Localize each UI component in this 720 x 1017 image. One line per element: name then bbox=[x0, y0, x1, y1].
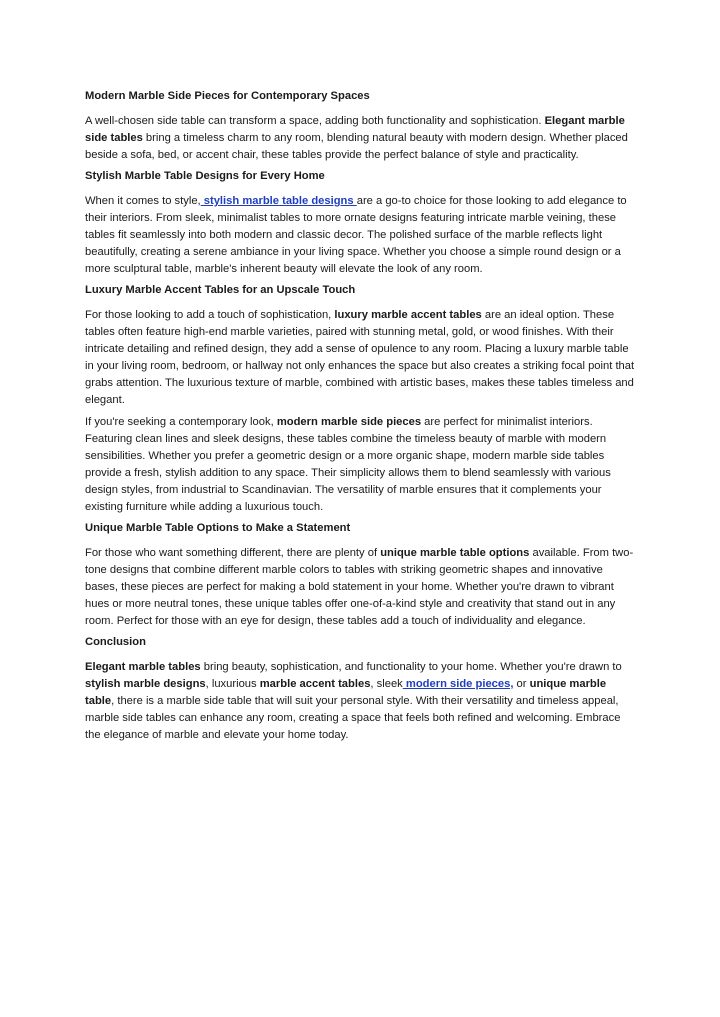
text-run: , luxurious bbox=[205, 678, 260, 690]
text-run: are an ideal option. These tables often feature high-end marble varieties, paired with stunning metal, gold, or wood finishes. With their intricate detailing and refined design, they add a sense of opulence to any room. Placing a luxury marble table in your living room, bedroom, or hallway not only enhances the space but also creates a striking focal point that grabs attention. The luxurious texture of marble, combined with artistic bases, makes these tables timeless and elegant. bbox=[85, 309, 635, 406]
bold-term: marble accent tables bbox=[259, 678, 371, 690]
text-run: For those who want something different, there are plenty of bbox=[85, 547, 381, 559]
bold-term: unique marble table options bbox=[380, 547, 530, 559]
bold-term: Elegant marble tables bbox=[85, 661, 201, 673]
text-run: For those looking to add a touch of sophistication, bbox=[85, 309, 335, 321]
text-run: , there is a marble side table that will suit your personal style. With their versatility and timeless appeal, marble side tables can enhance any room, creating a space that feels both refined and welcoming. Embrace the elegance of marble and elevate your home today. bbox=[85, 695, 621, 741]
paragraph-luxury-accent bbox=[85, 307, 637, 409]
text-run: When it comes to style, bbox=[85, 195, 201, 207]
section-heading-stylish-designs: Stylish Marble Table Designs for Every Home bbox=[85, 170, 325, 182]
text-run: or bbox=[513, 678, 530, 690]
link-stylish-marble-table-designs[interactable]: stylish marble table designs bbox=[200, 195, 357, 207]
document-body bbox=[85, 89, 637, 749]
bold-term: unique marble table bbox=[85, 678, 607, 707]
section-heading-modern-side-pieces: Modern Marble Side Pieces for Contemporary Spaces bbox=[85, 90, 370, 102]
paragraph-contemporary-look bbox=[85, 414, 637, 516]
paragraph-unique-options bbox=[85, 545, 637, 630]
link-modern-side-pieces[interactable]: modern side pieces, bbox=[402, 678, 514, 690]
text-run: available. From two-tone designs that combine different marble colors to tables with striking geometric shapes and innovative bases, these pieces are perfect for making a bold statement in your home. Whether you're drawn to vibrant hues or more neutral tones, these unique tables offer one-of-a-kind style and creativity that stand out in any room. Perfect for those with an eye for design, these tables add a touch of individuality and elegance. bbox=[85, 547, 634, 627]
bold-term: modern marble side pieces bbox=[276, 416, 422, 428]
paragraph-conclusion bbox=[85, 659, 637, 744]
paragraph-intro bbox=[85, 113, 637, 164]
text-run: bring a timeless charm to any room, blending natural beauty with modern design. Whether placed beside a sofa, bed, or accent chair, these tables provide the perfect balance of style and practicality. bbox=[85, 132, 628, 161]
text-run: are a go-to choice for those looking to add elegance to their interiors. From sleek, minimalist tables to more ornate designs featuring intricate marble veining, these tables fit seamlessly into both modern and classic decor. The polished surface of the marble reflects light beautifully, creating a serene ambiance in your living space. Whether you choose a simple round design or a more sculptural table, marble's inherent beauty will elevate the look of any room. bbox=[85, 195, 627, 275]
section-heading-conclusion: Conclusion bbox=[85, 636, 146, 648]
bold-term: luxury marble accent tables bbox=[334, 309, 482, 321]
paragraph-stylish-designs bbox=[85, 193, 637, 278]
text-run: are perfect for minimalist interiors. Featuring clean lines and sleek designs, these tables combine the timeless beauty of marble with modern sensibilities. Whether you prefer a geometric design or a more organic shape, modern marble side tables provide a fresh, stylish addition to any space. Their simplicity allows them to blend seamlessly with various design styles, from industrial to Scandinavian. The versatility of marble ensures that it complements your existing furniture while adding a luxurious touch. bbox=[85, 416, 611, 513]
section-heading-luxury-accent: Luxury Marble Accent Tables for an Upscale Touch bbox=[85, 284, 356, 296]
section-heading-unique-options: Unique Marble Table Options to Make a Statement bbox=[85, 522, 351, 534]
text-run: , sleek bbox=[370, 678, 403, 690]
text-run: bring beauty, sophistication, and functionality to your home. Whether you're drawn to bbox=[200, 661, 622, 673]
text-run: If you're seeking a contemporary look, bbox=[85, 416, 277, 428]
bold-term: stylish marble designs bbox=[85, 678, 206, 690]
bold-term: Elegant marble side tables bbox=[85, 115, 625, 144]
text-run: A well-chosen side table can transform a space, adding both functionality and sophistication. bbox=[85, 115, 545, 127]
